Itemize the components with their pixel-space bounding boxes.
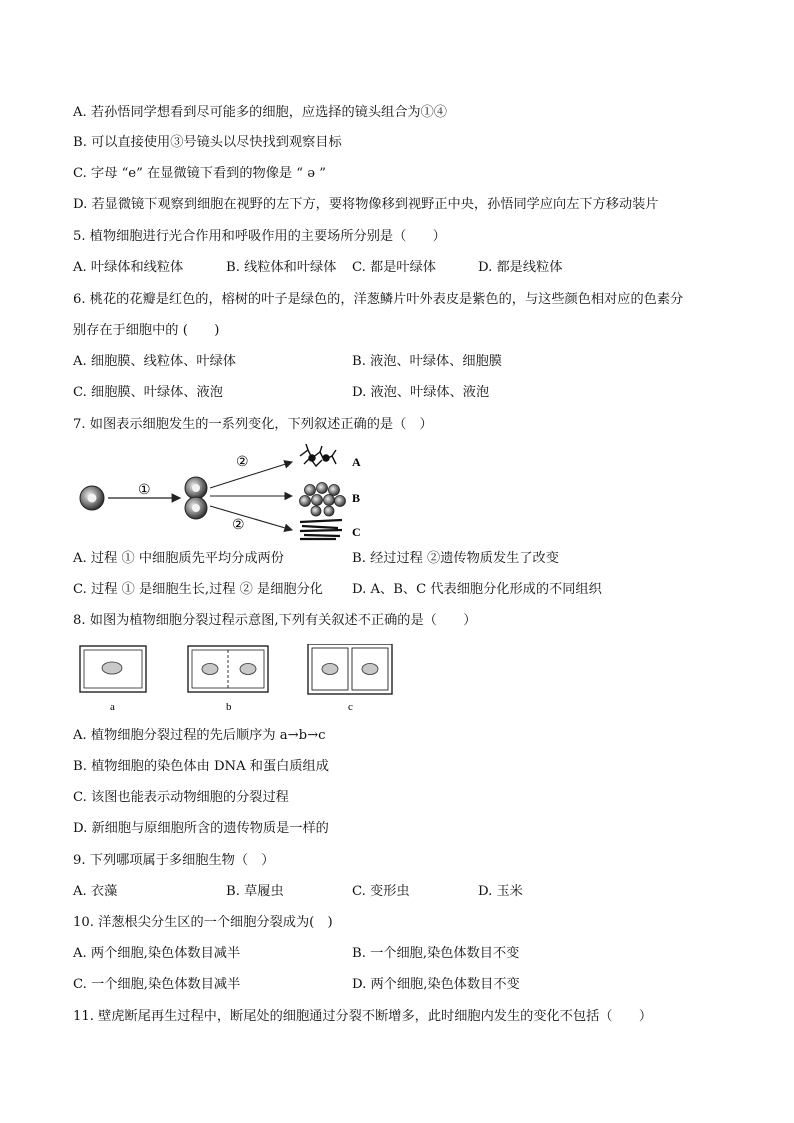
label-tissue-c: C <box>352 525 361 539</box>
plant-cell-division-figure <box>76 644 396 716</box>
label-tissue-a: A <box>352 455 361 469</box>
q9-stem: 9. 下列哪项属于多细胞生物（ ） <box>73 853 275 868</box>
q4-option-c: C. 字母 “e” 在显微镜下看到的物像是 “ ə ” <box>73 166 326 181</box>
q6-stem-line2: 别存在于细胞中的 ( ) <box>73 323 220 338</box>
q10-option-a: A. 两个细胞,染色体数目减半 <box>73 946 241 961</box>
tissue-c-muscle <box>300 520 342 539</box>
q4-option-a: A. 若孙悟同学想看到尽可能多的细胞，应选择的镜头组合为①④ <box>73 105 447 120</box>
q6-option-d: D. 液泡、叶绿体、液泡 <box>352 385 490 400</box>
q8-option-a: A. 植物细胞分裂过程的先后顺序为 a→b→c <box>73 728 326 743</box>
label-tissue-b: B <box>352 491 361 505</box>
q5-option-c: C. 都是叶绿体 <box>352 260 436 275</box>
cell-stage-b <box>188 646 268 692</box>
q5-option-d: D. 都是线粒体 <box>478 260 563 275</box>
cell-differentiation-figure <box>70 442 380 542</box>
q8-stem: 8. 如图为植物细胞分裂过程示意图,下列有关叙述不正确的是（ ） <box>73 613 477 628</box>
q5-option-b: B. 线粒体和叶绿体 <box>226 260 337 275</box>
q10-stem: 10. 洋葱根尖分生区的一个细胞分裂成为( ) <box>73 915 333 930</box>
q7-stem: 7. 如图表示细胞发生的一系列变化，下列叙述正确的是（ ） <box>73 417 433 432</box>
label-stage-c: c <box>348 701 353 713</box>
tissue-a-nerve <box>300 444 336 466</box>
q10-option-c: C. 一个细胞,染色体数目减半 <box>73 977 241 992</box>
q4-option-b: B. 可以直接使用③号镜头以尽快找到观察目标 <box>73 135 342 150</box>
q6-option-b: B. 液泡、叶绿体、细胞膜 <box>352 354 502 369</box>
label-process-1: ① <box>138 483 151 498</box>
label-stage-b: b <box>226 701 232 713</box>
label-stage-a: a <box>110 701 115 713</box>
q6-stem-line1: 6. 桃花的花瓣是红色的，榕树的叶子是绿色的，洋葱鳞片叶外表皮是紫色的，与这些颜色相对应的色素分 <box>73 292 684 307</box>
tissue-b-cells <box>300 483 346 517</box>
q7-option-b: B. 经过过程 ②遗传物质发生了改变 <box>352 551 559 566</box>
q9-option-d: D. 玉米 <box>478 884 523 899</box>
q5-option-a: A. 叶绿体和线粒体 <box>73 260 184 275</box>
q4-option-d: D. 若显微镜下观察到细胞在视野的左下方，要将物像移到视野正中央，孙悟同学应向左下方移动装片 <box>73 197 659 212</box>
q10-option-d: D. 两个细胞,染色体数目不变 <box>352 977 520 992</box>
q7-option-d: D. A、B、C 代表细胞分化形成的不同组织 <box>352 582 602 597</box>
q8-option-b: B. 植物细胞的染色体由 DNA 和蛋白质组成 <box>73 759 329 774</box>
q6-option-c: C. 细胞膜、叶绿体、液泡 <box>73 385 223 400</box>
q5-stem: 5. 植物细胞进行光合作用和呼吸作用的主要场所分别是（ ） <box>73 229 446 244</box>
label-process-2-bottom: ② <box>232 518 245 533</box>
q9-option-b: B. 草履虫 <box>226 884 284 899</box>
q8-option-c: C. 该图也能表示动物细胞的分裂过程 <box>73 790 289 805</box>
q9-option-c: C. 变形虫 <box>352 884 410 899</box>
label-process-2-top: ② <box>236 455 249 470</box>
cell-stage-a <box>80 646 146 692</box>
arrow-to-c <box>210 506 292 530</box>
single-cell <box>80 486 104 510</box>
arrow-to-a <box>210 462 292 488</box>
q8-option-d: D. 新细胞与原细胞所含的遗传物质是一样的 <box>73 821 329 836</box>
q9-option-a: A. 衣藻 <box>73 884 118 899</box>
q11-stem: 11. 壁虎断尾再生过程中，断尾处的细胞通过分裂不断增多，此时细胞内发生的变化不包括（ ） <box>73 1009 653 1024</box>
q7-option-a: A. 过程 ① 中细胞质先平均分成两份 <box>73 551 284 566</box>
q6-option-a: A. 细胞膜、线粒体、叶绿体 <box>73 354 236 369</box>
cell-stage-c <box>308 644 392 694</box>
q7-option-c: C. 过程 ① 是细胞生长,过程 ② 是细胞分化 <box>73 582 323 597</box>
two-cells <box>185 477 207 519</box>
q10-option-b: B. 一个细胞,染色体数目不变 <box>352 946 520 961</box>
